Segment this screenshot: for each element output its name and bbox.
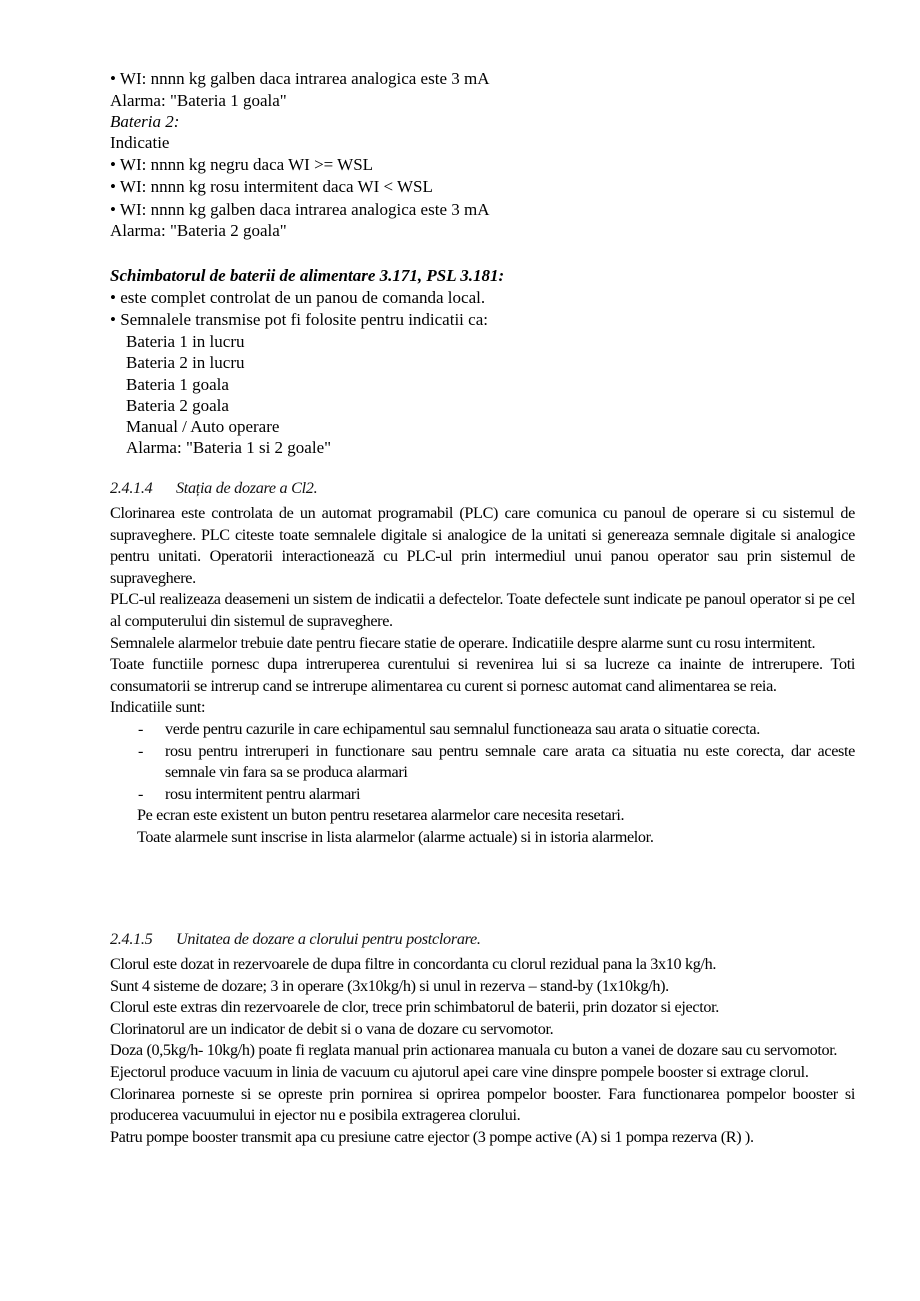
dash-list-item (110, 784, 855, 806)
bullet-item: • WI: nnnn kg rosu intermitent daca WI < WSL (110, 177, 433, 196)
dash-item-text: rosu pentru intreruperi in functionare sau pentru semnale care arata ca situatia nu este corecta, dar aceste semnale vin fara sa se produca alarmari (165, 741, 855, 782)
paragraph: Semnalele alarmelor trebuie date pentru fiecare statie de operare. Indicatiile despre alarme sunt cu rosu intermitent. (110, 633, 816, 652)
dash-marker: - (138, 784, 144, 803)
paragraph: Indicatiile sunt: (110, 698, 206, 717)
paragraph: PLC-ul realizeaza deasemeni un sistem de indicatii a defectelor. Toate defectele sunt indicate pe panoul operator si pe cel al computerului din sistemul de supraveghere. (110, 590, 855, 630)
section-title: Stația de dozare a Cl2. (176, 479, 318, 497)
dash-item-text: rosu intermitent pentru alarmari (165, 784, 361, 803)
bullet-item: • WI: nnnn kg galben daca intrarea analogica este 3 mA (110, 200, 490, 219)
changer-bullet-1: • este complet controlat de un panou de comanda local. (110, 288, 486, 307)
dash-list-item (110, 719, 855, 741)
signal-item: Alarma: "Bateria 1 si 2 goale" (126, 438, 332, 457)
paragraph: Clorinatorul are un indicator de debit si o vana de dozare cu servomotor. (110, 1019, 554, 1038)
dash-list-item (110, 741, 855, 784)
paragraph: Patru pompe booster transmit apa cu presiune catre ejector (3 pompe active (A) si 1 pompa rezerva (R) ). (110, 1127, 754, 1146)
paragraph: Clorul este dozat in rezervoarele de dupa filtre in concordanta cu clorul rezidual pana la 3x10 kg/h. (110, 955, 717, 973)
changer-bullet-2: • Semnalele transmise pot fi folosite pentru indicatii ca: (110, 310, 488, 329)
section-heading-2414 (110, 478, 317, 499)
section-number: 2.4.1.4 (110, 479, 153, 497)
paragraph: Pe ecran este existent un buton pentru resetarea alarmelor care necesita resetari. (137, 806, 625, 825)
paragraph: Toate alarmele sunt inscrise in lista alarmelor (alarme actuale) si in istoria alarmelor. (137, 827, 654, 846)
section-title: Unitatea de dozare a clorului pentru postclorare. (176, 930, 481, 948)
signal-item: Bateria 1 in lucru (126, 332, 245, 351)
signal-item: Bateria 2 in lucru (126, 353, 245, 372)
wi-yellow-line-battery-1: • WI: nnnn kg galben daca intrarea analogica este 3 mA (110, 69, 490, 88)
paragraph: Ejectorul produce vacuum in linia de vacuum cu ajutorul apei care vine dinspre pompele booster si extrage clorul. (110, 1062, 809, 1081)
section-heading-2415 (110, 929, 481, 950)
alarm-battery-1: Alarma: "Bateria 1 goala" (110, 91, 287, 110)
dash-marker: - (138, 719, 144, 738)
battery-2-title: Bateria 2: (110, 112, 180, 131)
section-number: 2.4.1.5 (110, 930, 153, 948)
paragraph: Clorinarea porneste si se opreste prin pornirea si oprirea pompelor booster. Fara functionarea pompelor booster si producerea vacuumului in ejector nu e posibila extragerea clorului. (110, 1084, 855, 1125)
section-2415-body (110, 954, 855, 1148)
signal-item: Bateria 2 goala (126, 396, 229, 415)
changer-section-title: Schimbatorul de baterii de alimentare 3.171, PSL 3.181: (110, 266, 505, 285)
indication-label: Indicatie (110, 133, 170, 152)
section-2414-body (110, 503, 855, 849)
signal-item: Manual / Auto operare (126, 417, 280, 436)
dash-marker: - (138, 741, 144, 760)
dash-item-text: verde pentru cazurile in care echipamentul sau semnalul functioneaza sau arata o situatie corecta. (165, 719, 760, 738)
alarm-battery-2: Alarma: "Bateria 2 goala" (110, 221, 287, 240)
paragraph: Clorinarea este controlata de un automat programabil (PLC) care comunica cu panoul de operare si cu sistemul de supraveghere. PLC citeste toate semnalele digitale si analogice de la unitati si genereaza semnale digitale si analogice pentru unitati. Operatorii interactionează cu PLC-ul prin intermediul unui panou operator sau prin sistemul de supraveghere. (110, 504, 855, 587)
paragraph: Sunt 4 sisteme de dozare; 3 in operare (3x10kg/h) si unul in rezerva – stand-by (1x10kg/h). (110, 976, 669, 995)
paragraph: Toate functiile pornesc dupa intreruperea curentului si revenirea lui si sa lucreze ca inainte de intrerupere. Toti consumatorii se intrerup cand se intrerupe alimentarea cu curent si pornesc automat cand alimentarea se reia. (110, 655, 855, 695)
paragraph: Clorul este extras din rezervoarele de clor, trece prin schimbatorul de baterii, prin dozator si ejector. (110, 998, 719, 1017)
bullet-item: • WI: nnnn kg negru daca WI >= WSL (110, 155, 374, 174)
paragraph: Doza (0,5kg/h- 10kg/h) poate fi reglata manual prin actionarea manuala cu buton a vanei de dozare sau cu servomotor. (110, 1041, 838, 1060)
signal-item: Bateria 1 goala (126, 375, 229, 394)
